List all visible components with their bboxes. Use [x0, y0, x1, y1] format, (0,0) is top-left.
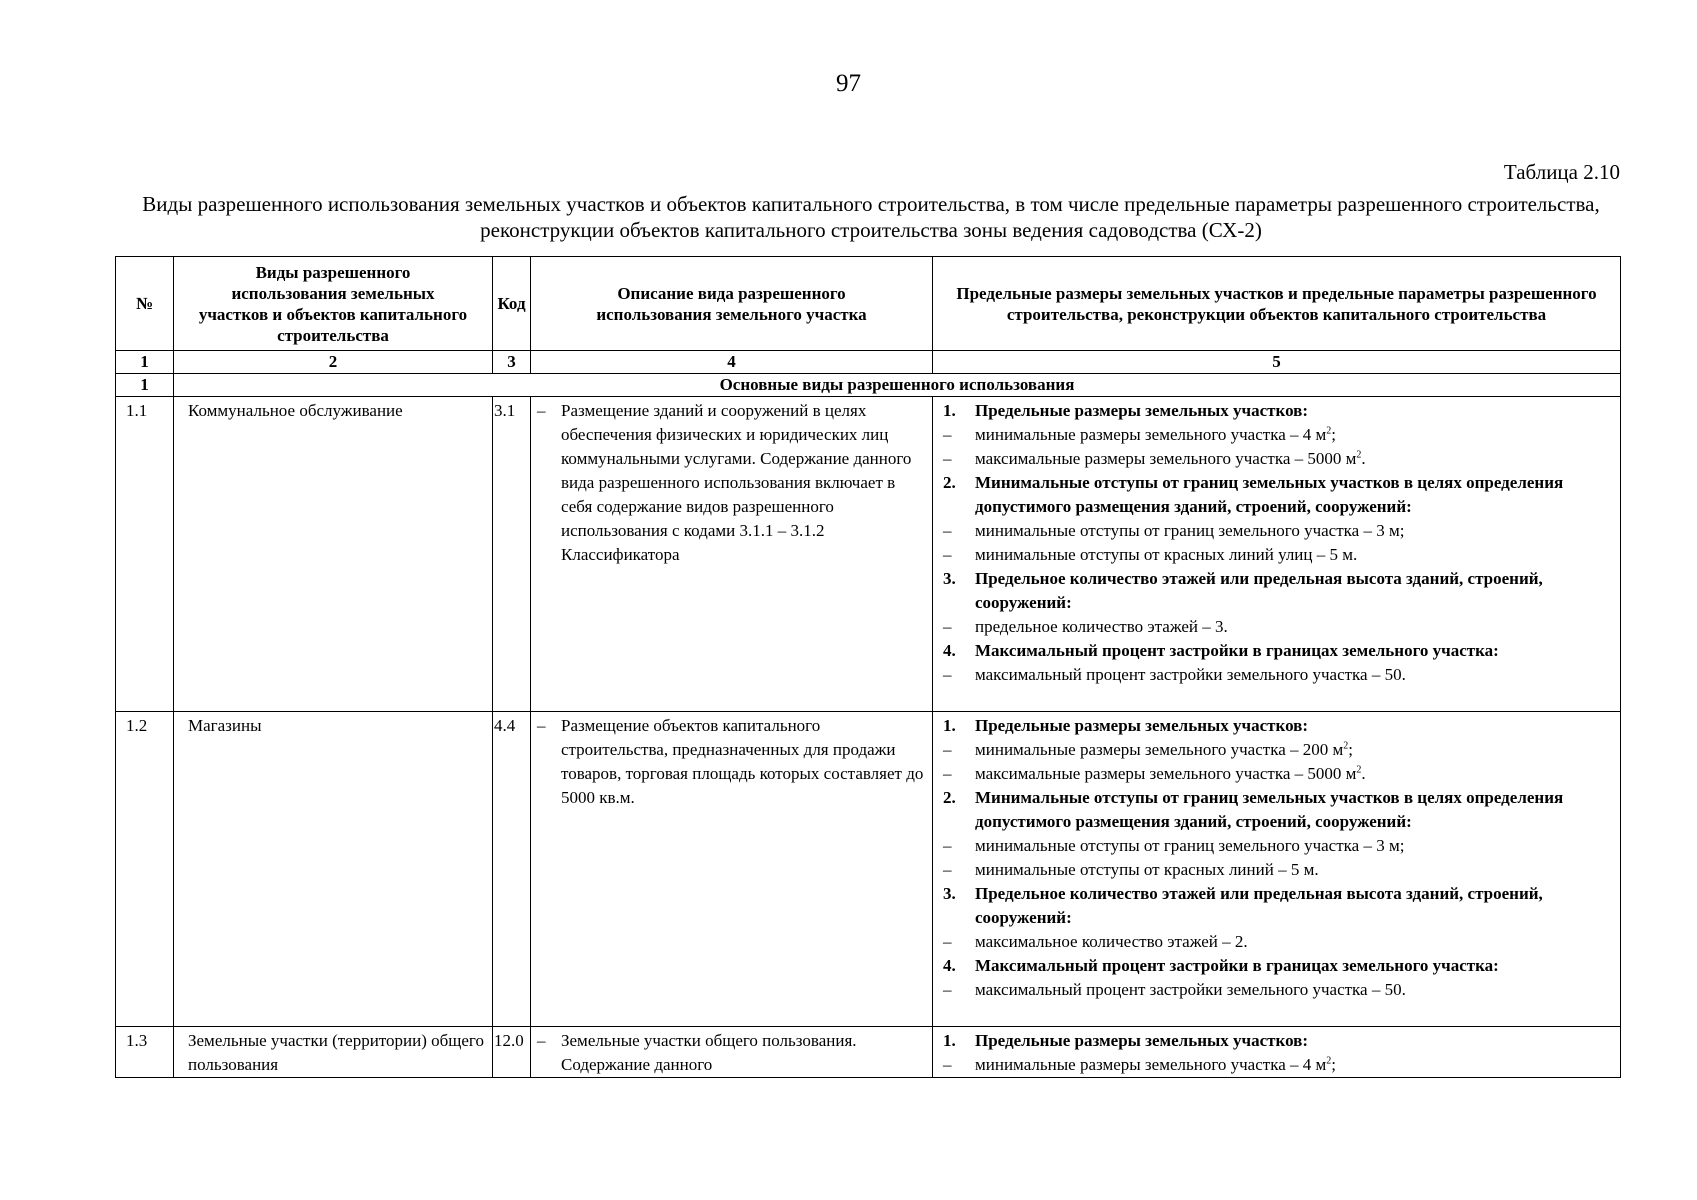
param-item: – максимальный процент застройки земельного участка – 50. [943, 980, 1406, 999]
use-code: 4.4 [493, 712, 531, 1027]
section-row [116, 374, 1621, 397]
use-params [933, 1027, 1621, 1078]
column-number: 4 [531, 351, 933, 374]
param-heading: 4. Максимальный процент застройки в границах земельного участка: [943, 956, 1499, 975]
land-use-table [115, 256, 1621, 1078]
param-item: – минимальные размеры земельного участка – 4 $м^2$; [943, 425, 1336, 444]
use-description [531, 397, 933, 712]
header-kind: Виды разрешенного использования земельных участков и объектов капитального строительства [174, 257, 493, 351]
param-item: – максимальные размеры земельного участка – 5000 $м^2$. [943, 764, 1366, 783]
section-number: 1 [116, 374, 174, 397]
param-heading: 1. Предельные размеры земельных участков: [943, 401, 1309, 420]
use-code: 12.0 [493, 1027, 531, 1078]
description-item: – Земельные участки общего пользования. Содержание данного [561, 1029, 928, 1077]
use-params [933, 397, 1621, 712]
row-number: 1.2 [116, 712, 174, 1027]
param-item: – минимальные отступы от границ земельного участка – 3 м; [943, 836, 1405, 855]
section-title: Основные виды разрешенного использования [174, 374, 1621, 397]
use-kind: Магазины [174, 712, 493, 1027]
row-number: 1.3 [116, 1027, 174, 1078]
table-row [116, 1027, 1621, 1078]
param-heading: 3. Предельное количество этажей или предельная высота зданий, строений, сооружений: [943, 884, 1543, 927]
param-heading: 2. Минимальные отступы от границ земельных участков в целях определения допустимого размещения зданий, строений, сооружений: [943, 788, 1564, 831]
param-item: – максимальные размеры земельного участка – 5000 $м^2$. [943, 449, 1366, 468]
table-caption: Виды разрешенного использования земельных участков и объектов капитального строительства, в том числе предельные параметры разрешенного строительства, реконструкции объектов капитального строительства зоны ведения садоводства (СХ-2) [142, 192, 1600, 242]
use-kind: Коммунальное обслуживание [174, 397, 493, 712]
header-limits: Предельные размеры земельных участков и предельные параметры разрешенного строительства, реконструкции объектов капитального строительства [933, 257, 1621, 351]
param-item: – предельное количество этажей – 3. [943, 617, 1228, 636]
table-label: Таблица 2.10 [1503, 160, 1620, 184]
table-row [116, 712, 1621, 1027]
param-item: – минимальные размеры земельного участка – 4 $м^2$; [943, 1055, 1336, 1074]
param-item: – максимальный процент застройки земельного участка – 50. [943, 665, 1406, 684]
use-kind: Земельные участки (территории) общего пользования [174, 1027, 493, 1078]
header-row [116, 257, 1621, 351]
param-heading: 4. Максимальный процент застройки в границах земельного участка: [943, 641, 1499, 660]
param-heading: 2. Минимальные отступы от границ земельных участков в целях определения допустимого размещения зданий, строений, сооружений: [943, 473, 1564, 516]
column-number-row [116, 351, 1621, 374]
column-number: 2 [174, 351, 493, 374]
header-description: Описание вида разрешенного использования земельного участка [531, 257, 933, 351]
param-heading: 1. Предельные размеры земельных участков: [943, 716, 1309, 735]
row-number: 1.1 [116, 397, 174, 712]
description-item: – Размещение объектов капитального строительства, предназначенных для продажи товаров, торговая площадь которых составляет до 5000 кв.м. [561, 714, 928, 810]
param-item: – минимальные отступы от границ земельного участка – 3 м; [943, 521, 1405, 540]
table-row [116, 397, 1621, 712]
column-number: 5 [933, 351, 1621, 374]
param-item: – максимальное количество этажей – 2. [943, 932, 1248, 951]
param-heading: 3. Предельное количество этажей или предельная высота зданий, строений, сооружений: [943, 569, 1543, 612]
use-description [531, 1027, 933, 1078]
use-description [531, 712, 933, 1027]
use-code: 3.1 [493, 397, 531, 712]
page-number: 97 [836, 70, 861, 97]
param-item: – минимальные отступы от красных линий улиц – 5 м. [943, 545, 1358, 564]
param-item: – минимальные отступы от красных линий – 5 м. [943, 860, 1319, 879]
header-code: Код [493, 257, 531, 351]
header-num: № [116, 257, 174, 351]
param-heading: 1. Предельные размеры земельных участков: [943, 1031, 1309, 1050]
use-params [933, 712, 1621, 1027]
column-number: 3 [493, 351, 531, 374]
description-item: – Размещение зданий и сооружений в целях обеспечения физических и юридических лиц коммунальными услугами. Содержание данного вида разрешенного использования включает в себя содержание видов разрешенного использования с кодами 3.1.1 – 3.1.2 Классификатора [561, 399, 928, 567]
param-item: – минимальные размеры земельного участка – 200 $м^2$; [943, 740, 1353, 759]
column-number: 1 [116, 351, 174, 374]
